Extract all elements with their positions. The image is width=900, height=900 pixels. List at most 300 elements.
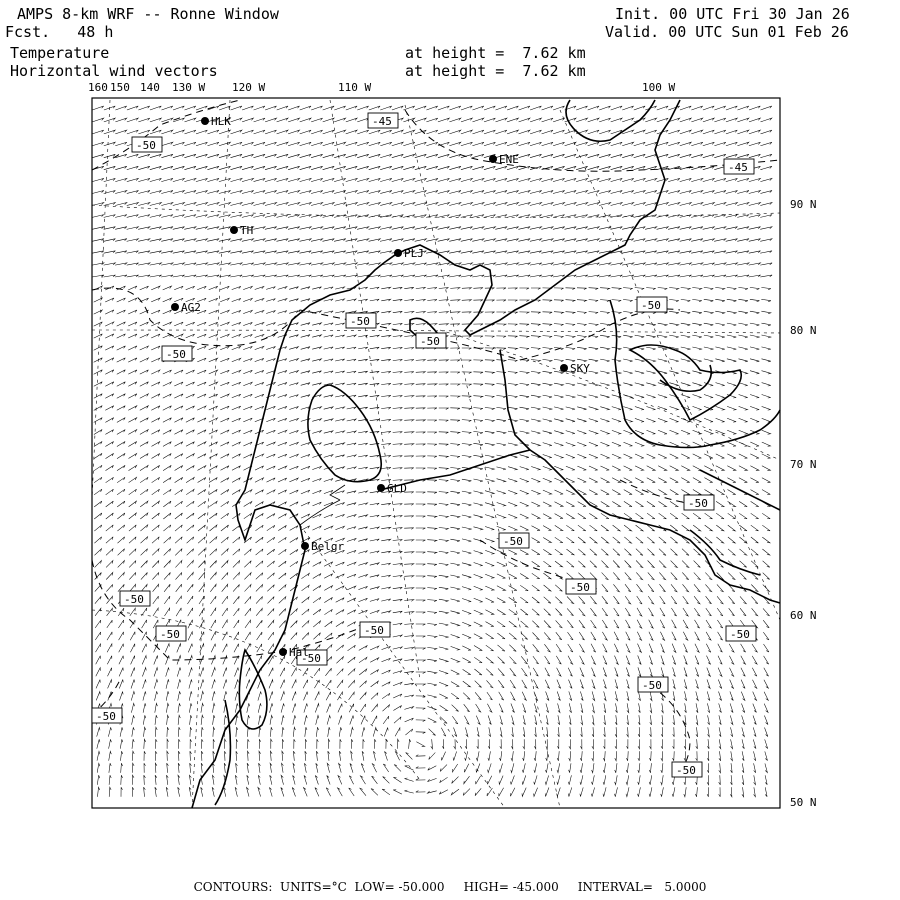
wind-barb-arrow-icon bbox=[163, 477, 171, 482]
wind-barb-arrow-icon bbox=[683, 596, 689, 604]
wind-barb-arrow-icon bbox=[520, 526, 529, 530]
wind-barb-arrow-icon bbox=[611, 203, 623, 206]
wind-barb-arrow-icon bbox=[405, 778, 414, 781]
wind-barb-arrow-icon bbox=[450, 444, 460, 446]
wind-barb-arrow-icon bbox=[115, 178, 127, 181]
wind-barb-arrow-icon bbox=[730, 692, 733, 701]
wind-barb-arrow-icon bbox=[380, 166, 392, 169]
wind-barb-arrow-icon bbox=[278, 490, 287, 494]
wind-barb-arrow-icon bbox=[473, 443, 483, 445]
wind-barb-arrow-icon bbox=[347, 574, 356, 578]
wind-barb-arrow-icon bbox=[622, 106, 633, 110]
wind-barb-arrow-icon bbox=[301, 478, 310, 482]
wind-barb-arrow-icon bbox=[760, 203, 772, 206]
wind-barb-arrow-icon bbox=[658, 407, 667, 411]
wind-barb-arrow-icon bbox=[174, 406, 183, 410]
wind-barb-arrow-icon bbox=[680, 227, 692, 230]
wind-barb-arrow-icon bbox=[138, 191, 150, 194]
wind-barb-arrow-icon bbox=[429, 729, 436, 736]
wind-barb-arrow-icon bbox=[311, 154, 323, 157]
wind-barb-arrow-icon bbox=[324, 359, 333, 361]
wind-barb-arrow-icon bbox=[623, 288, 633, 290]
wind-barb-arrow-icon bbox=[484, 203, 496, 206]
wind-barb-arrow-icon bbox=[197, 286, 206, 289]
wind-barb-arrow-icon bbox=[334, 142, 345, 146]
wind-barb-arrow-icon bbox=[439, 372, 449, 374]
wind-barb-arrow-icon bbox=[427, 516, 437, 518]
wind-barb-arrow-icon bbox=[486, 622, 494, 627]
wind-barb-arrow-icon bbox=[730, 703, 733, 712]
svg-text:-50: -50 bbox=[350, 315, 370, 328]
wind-barb-arrow-icon bbox=[302, 585, 310, 591]
wind-barb-arrow-icon bbox=[509, 574, 517, 579]
wind-barb-arrow-icon bbox=[140, 477, 148, 482]
wind-barb-arrow-icon bbox=[439, 575, 449, 577]
wind-barb-arrow-icon bbox=[507, 166, 519, 169]
wind-barb-arrow-icon bbox=[464, 716, 469, 724]
wind-barb-arrow-icon bbox=[109, 787, 111, 797]
wind-barb-arrow-icon bbox=[339, 715, 342, 724]
wind-barb-arrow-icon bbox=[622, 178, 634, 181]
wind-barb-arrow-icon bbox=[465, 739, 467, 749]
wind-barb-arrow-icon bbox=[485, 348, 495, 350]
wind-barb-arrow-icon bbox=[138, 215, 150, 218]
wind-barb-arrow-icon bbox=[324, 490, 333, 493]
wind-barb-arrow-icon bbox=[334, 178, 346, 181]
wind-barb-arrow-icon bbox=[358, 467, 367, 469]
wind-barb-arrow-icon bbox=[750, 359, 759, 362]
wind-barb-arrow-icon bbox=[765, 763, 768, 772]
station-label: ENE bbox=[499, 153, 519, 166]
wind-barb-arrow-icon bbox=[426, 203, 438, 206]
wind-barb-arrow-icon bbox=[334, 263, 346, 265]
wind-barb-arrow-icon bbox=[645, 227, 657, 230]
station-marker-gld bbox=[377, 482, 407, 495]
wind-barb-arrow-icon bbox=[567, 549, 575, 555]
wind-barb-arrow-icon bbox=[347, 610, 356, 614]
wind-barb-arrow-icon bbox=[161, 118, 172, 122]
wind-barb-arrow-icon bbox=[602, 584, 608, 591]
wind-barb-arrow-icon bbox=[588, 118, 599, 122]
wind-barb-arrow-icon bbox=[150, 203, 162, 206]
wind-barb-arrow-icon bbox=[684, 727, 686, 737]
wind-barb-arrow-icon bbox=[95, 596, 101, 603]
wind-barb-arrow-icon bbox=[716, 513, 724, 519]
wind-barb-arrow-icon bbox=[347, 633, 355, 638]
wind-barb-arrow-icon bbox=[265, 275, 277, 277]
wind-barb-arrow-icon bbox=[462, 432, 472, 434]
wind-barb-arrow-icon bbox=[233, 608, 239, 616]
wind-barb-arrow-icon bbox=[495, 239, 507, 242]
wind-barb-arrow-icon bbox=[762, 418, 771, 422]
wind-barb-arrow-icon bbox=[304, 692, 308, 701]
wind-barb-arrow-icon bbox=[358, 455, 368, 457]
wind-barb-arrow-icon bbox=[96, 668, 101, 677]
wind-barb-arrow-icon bbox=[219, 251, 231, 253]
wind-barb-arrow-icon bbox=[404, 504, 414, 506]
svg-text:-50: -50 bbox=[730, 628, 750, 641]
wind-barb-arrow-icon bbox=[543, 561, 551, 567]
wind-barb-arrow-icon bbox=[175, 477, 183, 482]
wind-barb-arrow-icon bbox=[497, 491, 506, 494]
wind-barb-arrow-icon bbox=[282, 727, 284, 737]
wind-barb-arrow-icon bbox=[427, 456, 437, 458]
station-marker-plj bbox=[394, 247, 424, 260]
wind-barb-arrow-icon bbox=[636, 525, 644, 531]
wind-barb-arrow-icon bbox=[209, 370, 218, 374]
wind-barb-arrow-icon bbox=[347, 431, 356, 433]
wind-barb-arrow-icon bbox=[152, 537, 159, 543]
wind-barb-arrow-icon bbox=[393, 359, 403, 361]
wind-barb-arrow-icon bbox=[509, 645, 516, 652]
wind-barb-arrow-icon bbox=[300, 142, 312, 146]
wind-barb-arrow-icon bbox=[222, 584, 228, 591]
wind-barb-arrow-icon bbox=[151, 358, 160, 362]
wind-barb-arrow-icon bbox=[658, 418, 667, 422]
wind-barb-arrow-icon bbox=[533, 668, 538, 676]
wind-barb-arrow-icon bbox=[714, 106, 725, 110]
wind-barb-arrow-icon bbox=[278, 406, 287, 409]
wind-barb-arrow-icon bbox=[523, 727, 525, 737]
wind-barb-arrow-icon bbox=[258, 703, 261, 712]
station-marker-ag2 bbox=[171, 301, 201, 314]
wind-barb-arrow-icon bbox=[577, 419, 586, 422]
wind-barb-arrow-icon bbox=[236, 763, 238, 773]
wind-barb-arrow-icon bbox=[199, 572, 205, 579]
wind-barb-arrow-icon bbox=[438, 154, 449, 157]
wind-barb-arrow-icon bbox=[150, 178, 162, 181]
wind-barb-arrow-icon bbox=[670, 407, 679, 411]
wind-barb-arrow-icon bbox=[577, 395, 586, 398]
wind-barb-arrow-icon bbox=[567, 620, 573, 627]
wind-barb-arrow-icon bbox=[657, 191, 669, 194]
wind-barb-arrow-icon bbox=[568, 787, 572, 796]
wind-barb-arrow-icon bbox=[231, 142, 243, 146]
wind-barb-arrow-icon bbox=[557, 788, 561, 797]
wind-barb-arrow-icon bbox=[266, 359, 275, 362]
wind-barb-arrow-icon bbox=[404, 287, 414, 289]
wind-barb-arrow-icon bbox=[311, 203, 323, 206]
wind-barb-arrow-icon bbox=[416, 708, 426, 710]
wind-barb-arrow-icon bbox=[393, 384, 403, 386]
wind-barb-arrow-icon bbox=[555, 537, 563, 542]
wind-barb-arrow-icon bbox=[370, 563, 379, 565]
wind-barb-arrow-icon bbox=[209, 346, 218, 350]
wind-barb-arrow-icon bbox=[312, 335, 321, 337]
wind-barb-arrow-icon bbox=[648, 549, 655, 556]
wind-barb-arrow-icon bbox=[129, 465, 137, 470]
wind-barb-arrow-icon bbox=[347, 347, 356, 349]
wind-barb-arrow-icon bbox=[496, 130, 507, 134]
wind-barb-arrow-icon bbox=[636, 513, 644, 519]
wind-barb-arrow-icon bbox=[253, 239, 265, 242]
wind-barb-arrow-icon bbox=[244, 561, 251, 568]
wind-barb-arrow-icon bbox=[519, 300, 529, 302]
wind-barb-arrow-icon bbox=[739, 454, 748, 458]
wind-barb-arrow-icon bbox=[92, 215, 104, 218]
wind-barb-arrow-icon bbox=[554, 395, 563, 398]
wind-barb-arrow-icon bbox=[496, 348, 506, 350]
wind-barb-arrow-icon bbox=[544, 585, 551, 591]
wind-barb-arrow-icon bbox=[212, 679, 215, 688]
wind-barb-arrow-icon bbox=[416, 408, 426, 410]
wind-barb-arrow-icon bbox=[657, 118, 668, 122]
wind-barb-arrow-icon bbox=[581, 715, 583, 724]
wind-barb-arrow-icon bbox=[577, 347, 587, 349]
wind-barb-arrow-icon bbox=[176, 608, 181, 616]
wind-barb-arrow-icon bbox=[569, 715, 571, 724]
wind-barb-arrow-icon bbox=[289, 347, 298, 350]
wind-barb-arrow-icon bbox=[553, 178, 565, 181]
wind-barb-arrow-icon bbox=[210, 525, 217, 531]
wind-barb-arrow-icon bbox=[541, 227, 553, 230]
wind-barb-arrow-icon bbox=[427, 612, 437, 614]
wind-barb-arrow-icon bbox=[495, 275, 507, 277]
wind-barb-arrow-icon bbox=[358, 503, 367, 505]
wind-barb-arrow-icon bbox=[141, 537, 148, 543]
wind-barb-arrow-icon bbox=[220, 286, 229, 289]
wind-barb-arrow-icon bbox=[599, 227, 611, 230]
wind-barb-arrow-icon bbox=[247, 787, 250, 796]
wind-barb-arrow-icon bbox=[661, 775, 664, 785]
wind-barb-arrow-icon bbox=[208, 130, 219, 134]
wind-barb-arrow-icon bbox=[553, 263, 565, 265]
wind-barb-arrow-icon bbox=[220, 430, 229, 434]
wind-barb-arrow-icon bbox=[623, 371, 632, 374]
wind-barb-arrow-icon bbox=[347, 383, 356, 385]
wind-barb-arrow-icon bbox=[324, 586, 332, 591]
wind-barb-arrow-icon bbox=[188, 608, 193, 616]
wind-barb-arrow-icon bbox=[646, 407, 655, 411]
wind-barb-arrow-icon bbox=[219, 227, 231, 230]
wind-barb-arrow-icon bbox=[427, 288, 437, 290]
wind-barb-arrow-icon bbox=[95, 608, 101, 616]
wind-barb-arrow-icon bbox=[186, 286, 195, 290]
wind-barb-arrow-icon bbox=[636, 549, 643, 556]
wind-barb-arrow-icon bbox=[566, 395, 575, 398]
wind-barb-arrow-icon bbox=[566, 514, 574, 519]
wind-barb-arrow-icon bbox=[210, 596, 216, 604]
wind-barb-arrow-icon bbox=[576, 154, 588, 157]
wind-barb-arrow-icon bbox=[472, 227, 484, 230]
wind-barb-arrow-icon bbox=[151, 430, 159, 435]
wind-barb-arrow-icon bbox=[141, 561, 148, 568]
wind-barb-arrow-icon bbox=[439, 432, 449, 434]
wind-barb-arrow-icon bbox=[278, 311, 287, 314]
wind-barb-arrow-icon bbox=[762, 347, 771, 350]
wind-barb-arrow-icon bbox=[324, 526, 333, 530]
wind-barb-arrow-icon bbox=[625, 596, 631, 604]
wind-barb-arrow-icon bbox=[265, 166, 277, 169]
wind-barb-arrow-icon bbox=[580, 751, 582, 761]
wind-barb-arrow-icon bbox=[543, 419, 552, 422]
contour-label bbox=[346, 313, 376, 328]
wind-barb-arrow-icon bbox=[127, 166, 139, 169]
wind-barb-arrow-icon bbox=[115, 118, 126, 122]
wind-barb-arrow-icon bbox=[507, 275, 519, 277]
wind-barb-arrow-icon bbox=[531, 502, 540, 506]
wind-barb-arrow-icon bbox=[207, 239, 219, 242]
wind-barb-arrow-icon bbox=[175, 549, 182, 556]
wind-barb-arrow-icon bbox=[657, 263, 669, 265]
wind-barb-arrow-icon bbox=[691, 106, 702, 110]
wind-barb-arrow-icon bbox=[301, 502, 310, 506]
wind-barb-arrow-icon bbox=[714, 130, 725, 134]
wind-barb-arrow-icon bbox=[278, 466, 287, 470]
wind-barb-arrow-icon bbox=[450, 300, 460, 302]
wind-barb-arrow-icon bbox=[278, 537, 286, 542]
wind-barb-arrow-icon bbox=[543, 549, 551, 554]
wind-barb-arrow-icon bbox=[696, 703, 698, 712]
wind-barb-arrow-icon bbox=[109, 751, 112, 760]
wind-barb-arrow-icon bbox=[266, 466, 275, 470]
svg-text:-50: -50 bbox=[160, 628, 180, 641]
wind-barb-arrow-icon bbox=[427, 300, 437, 302]
wind-barb-arrow-icon bbox=[243, 310, 252, 313]
wind-barb-arrow-icon bbox=[256, 573, 263, 580]
wind-barb-arrow-icon bbox=[300, 263, 312, 265]
wind-barb-arrow-icon bbox=[404, 408, 414, 410]
wind-barb-arrow-icon bbox=[450, 288, 460, 290]
wind-barb-arrow-icon bbox=[627, 691, 629, 700]
wind-barb-arrow-icon bbox=[439, 516, 449, 518]
wind-barb-arrow-icon bbox=[439, 647, 448, 650]
wind-barb-arrow-icon bbox=[119, 680, 123, 689]
wind-barb-arrow-icon bbox=[265, 251, 277, 253]
wind-barb-arrow-icon bbox=[138, 118, 149, 122]
wind-barb-arrow-icon bbox=[323, 239, 335, 242]
wind-barb-arrow-icon bbox=[288, 142, 300, 146]
wind-barb-arrow-icon bbox=[150, 275, 162, 277]
wind-barb-arrow-icon bbox=[416, 324, 426, 326]
wind-barb-arrow-icon bbox=[683, 608, 688, 616]
wind-barb-arrow-icon bbox=[474, 622, 483, 626]
wind-barb-arrow-icon bbox=[522, 680, 527, 688]
wind-barb-arrow-icon bbox=[105, 406, 113, 411]
wind-barb-arrow-icon bbox=[707, 656, 711, 665]
wind-barb-arrow-icon bbox=[300, 203, 312, 206]
wind-barb-arrow-icon bbox=[97, 775, 99, 785]
wind-barb-arrow-icon bbox=[553, 154, 564, 157]
wind-barb-arrow-icon bbox=[152, 442, 160, 447]
wind-barb-arrow-icon bbox=[731, 751, 733, 760]
wind-barb-arrow-icon bbox=[532, 597, 540, 603]
wind-barb-arrow-icon bbox=[472, 263, 484, 265]
wind-barb-arrow-icon bbox=[749, 239, 761, 242]
wind-barb-arrow-icon bbox=[534, 775, 537, 784]
wind-barb-arrow-icon bbox=[107, 644, 112, 652]
wind-barb-arrow-icon bbox=[404, 707, 413, 710]
wind-barb-arrow-icon bbox=[638, 775, 641, 784]
wind-barb-arrow-icon bbox=[235, 679, 239, 688]
wind-barb-arrow-icon bbox=[485, 312, 495, 314]
wind-barb-arrow-icon bbox=[462, 360, 472, 361]
station-label: SKY bbox=[570, 362, 590, 375]
wind-barb-arrow-icon bbox=[439, 312, 449, 314]
wind-barb-arrow-icon bbox=[673, 703, 675, 712]
wind-barb-arrow-icon bbox=[224, 691, 227, 700]
wind-barb-arrow-icon bbox=[289, 311, 298, 314]
wind-barb-arrow-icon bbox=[726, 263, 738, 265]
wind-barb-arrow-icon bbox=[682, 525, 690, 531]
wind-barb-arrow-icon bbox=[115, 130, 126, 134]
wind-barb-arrow-icon bbox=[258, 775, 260, 784]
wind-barb-arrow-icon bbox=[531, 288, 541, 289]
wind-barb-arrow-icon bbox=[578, 549, 585, 555]
wind-barb-arrow-icon bbox=[484, 118, 495, 122]
wind-barb-arrow-icon bbox=[324, 407, 333, 409]
forecast-hour: Fcst. 48 h bbox=[5, 23, 114, 41]
wind-barb-arrow-icon bbox=[282, 715, 285, 724]
wind-barb-arrow-icon bbox=[242, 239, 254, 242]
wind-barb-arrow-icon bbox=[92, 154, 103, 157]
wind-barb-arrow-icon bbox=[543, 526, 551, 531]
wind-barb-arrow-icon bbox=[129, 513, 137, 519]
wind-barb-arrow-icon bbox=[188, 632, 192, 641]
wind-barb-arrow-icon bbox=[383, 777, 390, 784]
wind-barb-arrow-icon bbox=[220, 322, 229, 325]
wind-barb-arrow-icon bbox=[189, 667, 193, 676]
wind-barb-arrow-icon bbox=[153, 596, 159, 604]
wind-barb-arrow-icon bbox=[670, 537, 677, 543]
wind-barb-arrow-icon bbox=[544, 644, 550, 652]
wind-barb-arrow-icon bbox=[624, 549, 631, 556]
wind-barb-arrow-icon bbox=[184, 203, 196, 206]
wind-barb-arrow-icon bbox=[704, 478, 712, 483]
wind-barb-arrow-icon bbox=[485, 372, 495, 374]
wind-barb-arrow-icon bbox=[507, 239, 519, 242]
wind-barb-arrow-icon bbox=[255, 525, 263, 531]
wind-barb-arrow-icon bbox=[704, 299, 714, 301]
wind-barb-arrow-icon bbox=[707, 739, 709, 749]
wind-barb-arrow-icon bbox=[370, 599, 379, 602]
wind-barb-arrow-icon bbox=[622, 203, 634, 206]
wind-barb-arrow-icon bbox=[673, 751, 675, 761]
wind-barb-arrow-icon bbox=[729, 656, 733, 664]
wind-barb-arrow-icon bbox=[555, 561, 563, 567]
wind-barb-arrow-icon bbox=[615, 656, 619, 665]
wind-barb-arrow-icon bbox=[328, 751, 330, 761]
wind-barb-arrow-icon bbox=[404, 600, 414, 602]
wind-barb-arrow-icon bbox=[219, 263, 231, 265]
wind-barb-arrow-icon bbox=[449, 203, 461, 206]
wind-barb-arrow-icon bbox=[222, 572, 228, 579]
wind-barb-arrow-icon bbox=[440, 777, 448, 782]
wind-barb-arrow-icon bbox=[485, 443, 495, 446]
wind-barb-arrow-icon bbox=[187, 549, 194, 556]
wind-barb-arrow-icon bbox=[156, 751, 158, 761]
wind-barb-arrow-icon bbox=[347, 407, 356, 409]
wind-barb-arrow-icon bbox=[235, 703, 238, 712]
wind-barb-arrow-icon bbox=[346, 166, 358, 169]
wind-barb-arrow-icon bbox=[719, 715, 721, 724]
wind-barb-arrow-icon bbox=[150, 130, 161, 134]
wind-barb-arrow-icon bbox=[132, 787, 134, 797]
wind-barb-arrow-icon bbox=[703, 227, 715, 230]
wind-barb-arrow-icon bbox=[256, 585, 263, 592]
wind-barb-arrow-icon bbox=[566, 336, 576, 338]
wind-barb-arrow-icon bbox=[349, 692, 355, 700]
wind-barb-arrow-icon bbox=[427, 372, 437, 374]
wind-barb-arrow-icon bbox=[636, 561, 643, 568]
wind-barb-arrow-icon bbox=[311, 275, 323, 277]
wind-barb-arrow-icon bbox=[726, 251, 738, 253]
wind-barb-arrow-icon bbox=[692, 335, 702, 338]
wind-barb-arrow-icon bbox=[289, 299, 298, 302]
station-dot-icon bbox=[377, 484, 385, 492]
wind-barb-arrow-icon bbox=[670, 501, 678, 506]
wind-barb-arrow-icon bbox=[335, 323, 344, 325]
